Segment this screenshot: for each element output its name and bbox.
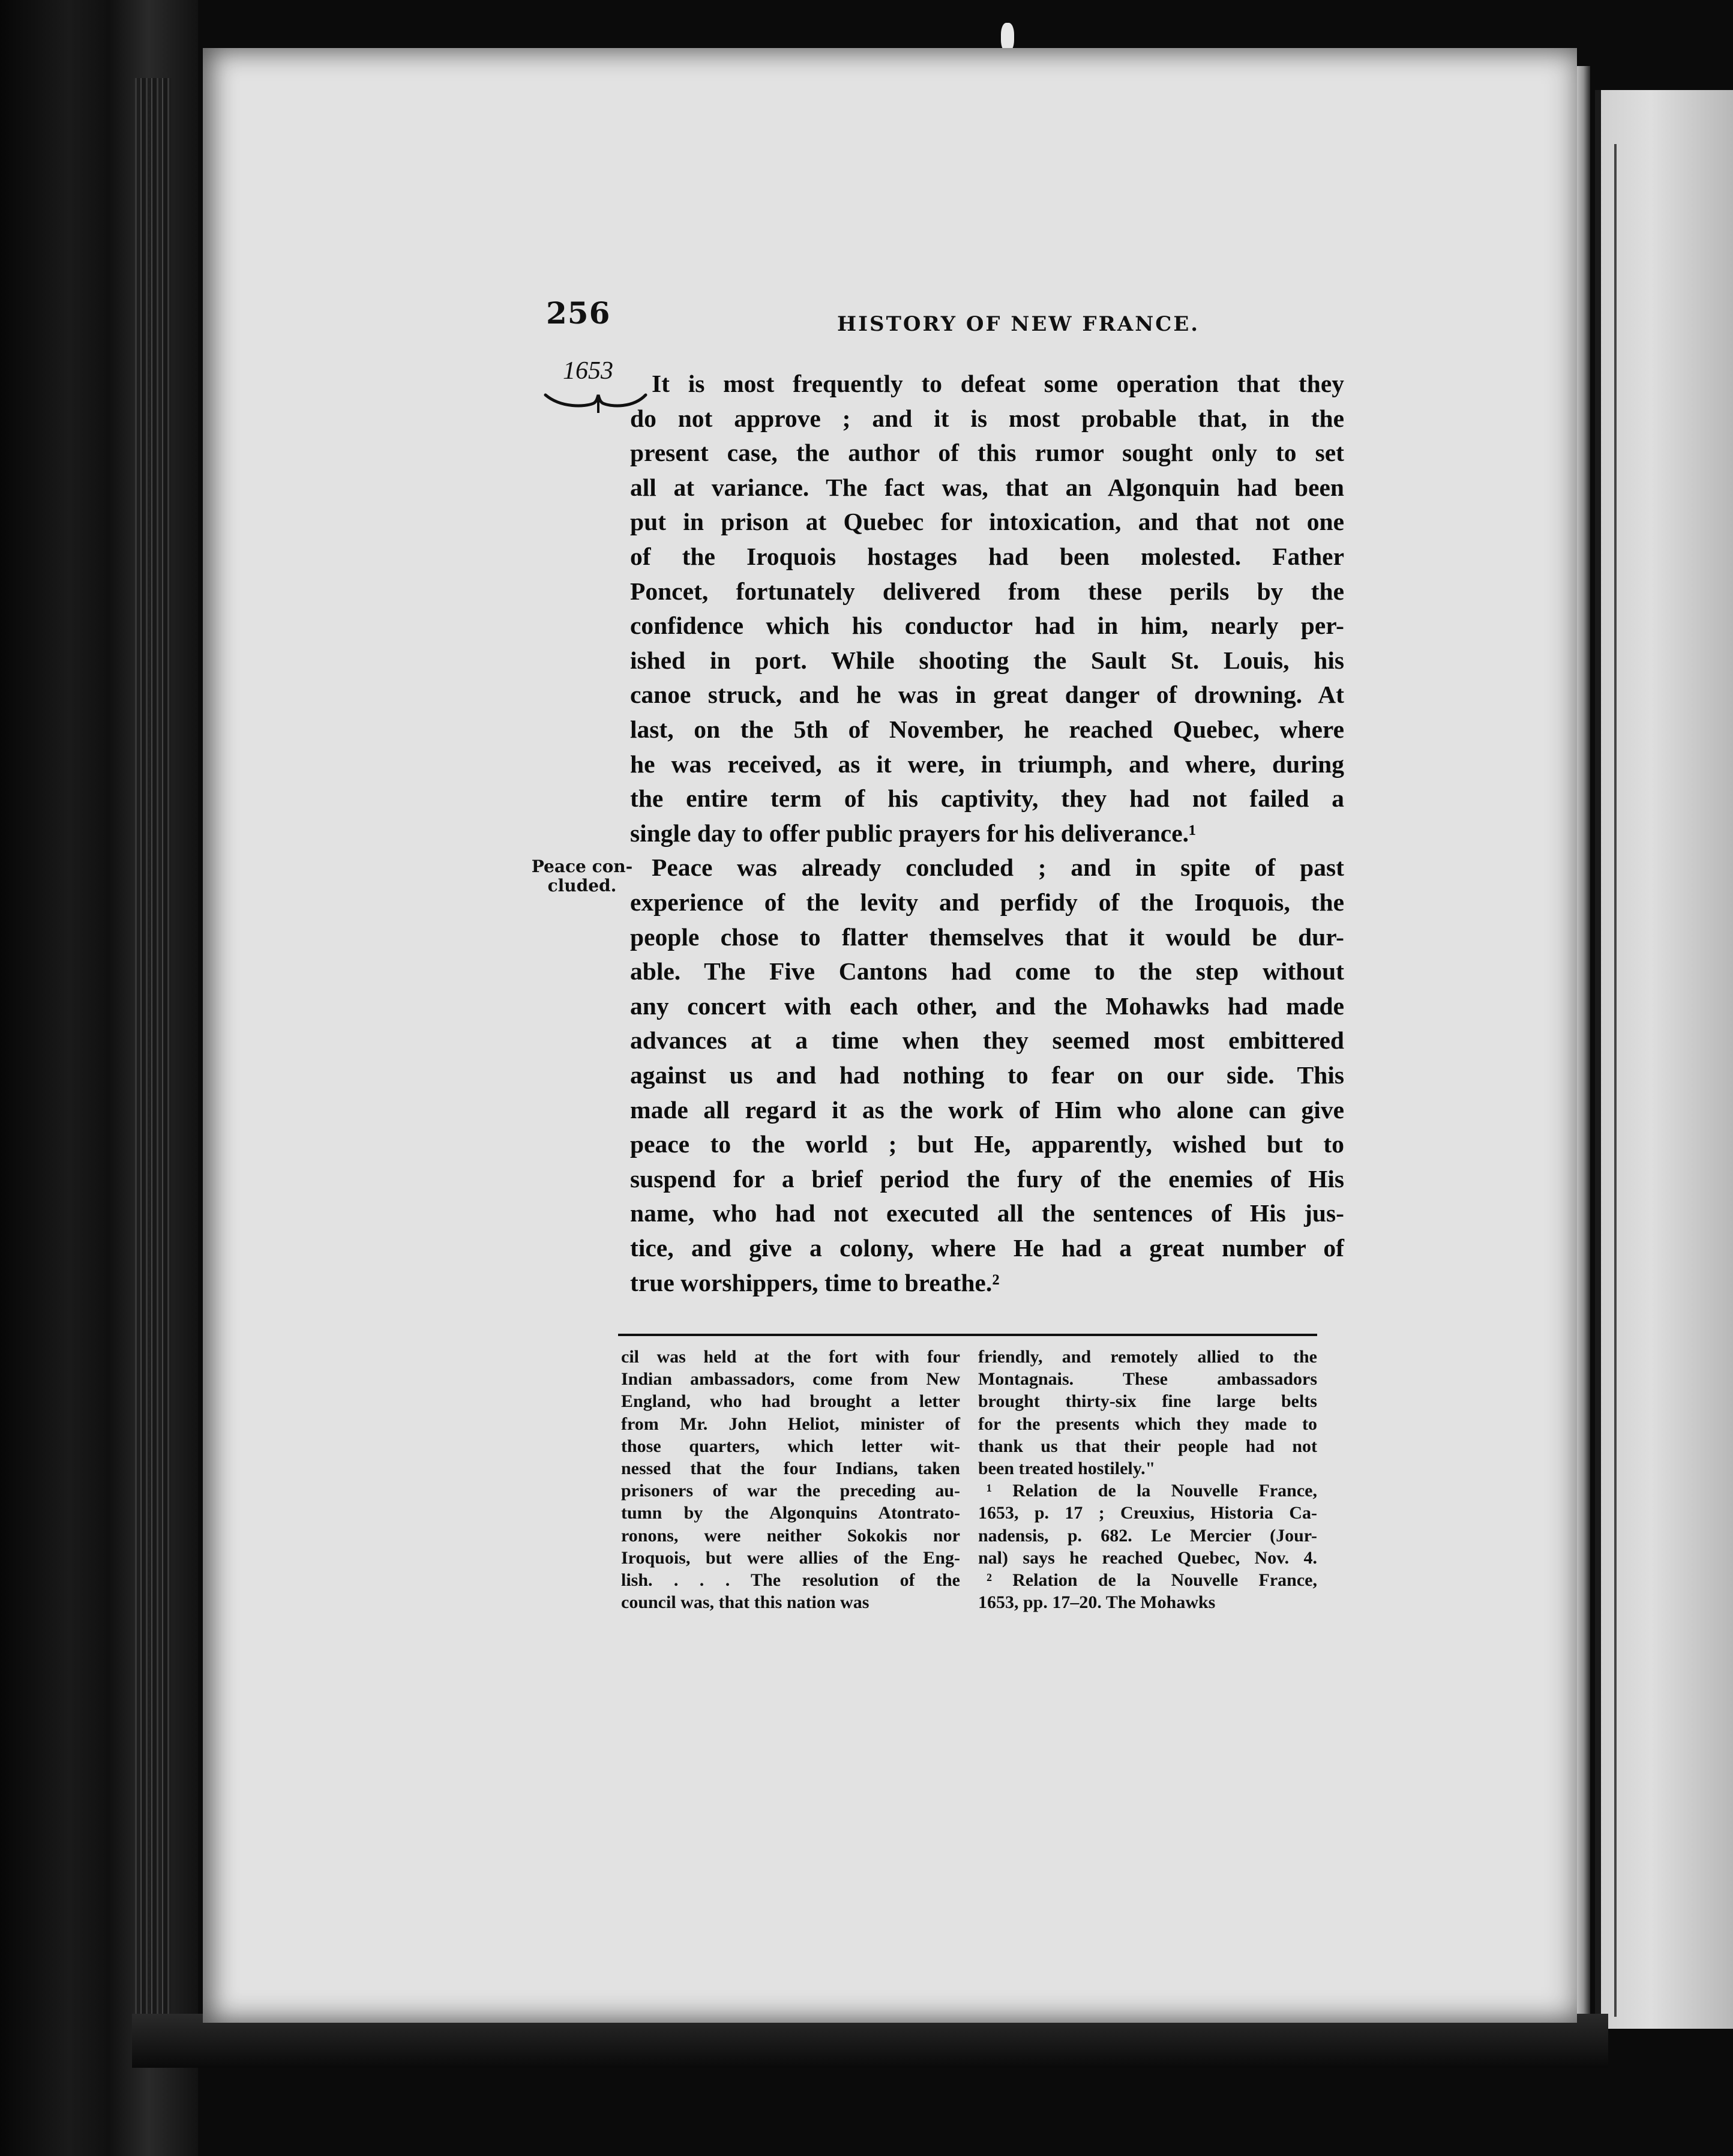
body-line: suspend for a brief period the fury of the enemies of His: [630, 1164, 1344, 1193]
footnote-line: for the presents which they made to: [978, 1414, 1317, 1434]
footnote-line: nadensis, p. 682. Le Mercier (Jour-: [978, 1525, 1317, 1546]
body-line: made all regard it as the work of Him who alone can give: [630, 1095, 1344, 1124]
footnote-line: 1653, p. 17 ; Creuxius, Historia Ca-: [978, 1503, 1317, 1523]
footnote-line: nal) says he reached Quebec, Nov. 4.: [978, 1547, 1317, 1568]
footnote-rule: [618, 1334, 1317, 1336]
body-line: any concert with each other, and the Mohawks had made: [630, 992, 1344, 1020]
footnote-line: England, who had brought a letter: [621, 1391, 960, 1412]
body-line: peace to the world ; but He, apparently, wished but to: [630, 1130, 1344, 1158]
footnote-line: Indian ambassadors, come from New: [621, 1369, 960, 1390]
body-line: It is most frequently to defeat some operation that they: [652, 370, 1344, 397]
page-number: 256: [546, 295, 611, 331]
page-edge: [1577, 66, 1590, 2017]
footnote-line: from Mr. John Heliot, minister of: [621, 1414, 960, 1434]
body-line: put in prison at Quebec for intoxication, and that not one: [630, 508, 1344, 536]
body-line: do not approve ; and it is most probable that, in the: [630, 404, 1344, 432]
facing-page: [1596, 90, 1733, 2029]
footnote-line: prisoners of war the preceding au-: [621, 1481, 960, 1501]
footnote-line: brought thirty-six fine large belts: [978, 1391, 1317, 1412]
body-line: against us and had nothing to fear on our side. This: [630, 1061, 1344, 1089]
footnote-line: Montagnais. These ambassadors: [978, 1369, 1317, 1390]
side-note: [531, 857, 633, 896]
body-line: confidence which his conductor had in him, nearly per-: [630, 612, 1344, 640]
footnote-line: council was, that this nation was: [621, 1592, 870, 1613]
body-line: people chose to flatter themselves that it would be dur-: [630, 923, 1344, 951]
binding-edge: [135, 78, 171, 2029]
body-line: ished in port. While shooting the Sault St. Louis, his: [630, 646, 1344, 674]
footnote-line: nessed that the four Indians, taken: [621, 1459, 960, 1478]
footnote-line: cil was held at the fort with four: [621, 1347, 960, 1367]
footnote-line: ronons, were neither Sokokis nor: [621, 1525, 960, 1546]
body-line: able. The Five Cantons had come to the step without: [630, 957, 1344, 986]
scan-speck: [1001, 23, 1014, 52]
body-line: last, on the 5th of November, he reached Quebec, where: [630, 715, 1344, 743]
body-line: single day to offer public prayers for his deliverance.¹: [630, 819, 1197, 847]
footnote-line: thank us that their people had not: [978, 1436, 1317, 1456]
footnote-line: Iroquois, but were allies of the Eng-: [621, 1547, 960, 1568]
gutter-line: [1595, 90, 1601, 2029]
margin-year: 1653: [563, 357, 613, 385]
body-line: the entire term of his captivity, they had not failed a: [630, 784, 1344, 813]
footnote-line: tumn by the Algonquins Atontrato-: [621, 1503, 960, 1523]
body-line: present case, the author of this rumor sought only to set: [630, 439, 1344, 467]
footnote-line: friendly, and remotely allied to the: [978, 1347, 1317, 1367]
footnote-line: lish. . . . The resolution of the: [621, 1570, 960, 1590]
body-line: all at variance. The fact was, that an Algonquin had been: [630, 473, 1344, 501]
footnote-line: those quarters, which letter wit-: [621, 1436, 960, 1456]
body-line: of the Iroquois hostages had been molested. Father: [630, 543, 1344, 570]
body-line: canoe struck, and he was in great danger of drowning. At: [630, 681, 1344, 709]
footnote-line: ² Relation de la Nouvelle France,: [987, 1570, 1317, 1590]
footnote-line: been treated hostilely.": [978, 1459, 1156, 1478]
body-line: Peace was already concluded ; and in spite of past: [652, 854, 1344, 882]
body-line: true worshippers, time to breathe.²: [630, 1268, 1000, 1296]
body-line: advances at a time when they seemed most embittered: [630, 1026, 1344, 1055]
body-line: experience of the levity and perfidy of the Iroquois, the: [630, 888, 1344, 916]
side-note-text: Peace con- cluded.: [531, 857, 633, 896]
body-line: tice, and give a colony, where He had a great number of: [630, 1234, 1344, 1262]
footnote-line: ¹ Relation de la Nouvelle France,: [987, 1481, 1317, 1501]
body-line: he was received, as it were, in triumph, and where, during: [630, 750, 1344, 778]
footnote-line: 1653, pp. 17–20. The Mohawks: [978, 1592, 1216, 1613]
body-line: name, who had not executed all the sentences of His jus-: [630, 1199, 1344, 1227]
body-line: Poncet, fortunately delivered from these perils by the: [630, 577, 1344, 605]
facing-page-rule: [1614, 144, 1617, 2017]
running-title: HISTORY OF NEW FRANCE.: [837, 312, 1200, 336]
